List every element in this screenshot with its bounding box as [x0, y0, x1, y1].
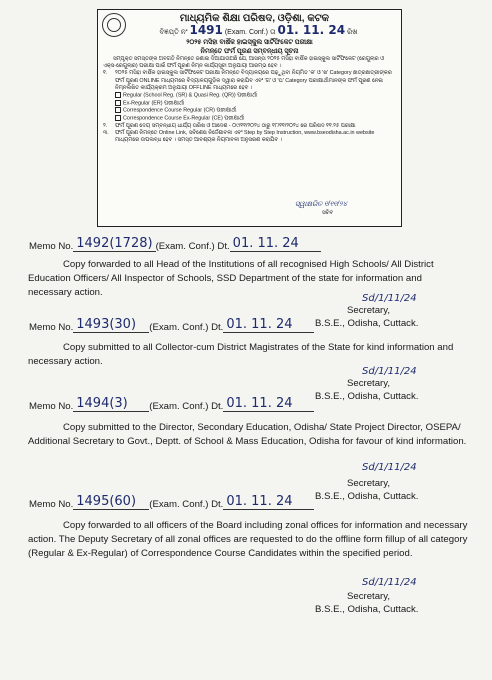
memo-4-org: B.S.E., Odisha, Cuttack.: [315, 604, 419, 615]
memo-3-org: B.S.E., Odisha, Cuttack.: [315, 491, 419, 502]
notice-item-3-num: ୩.: [103, 129, 109, 136]
memo-1-signature: Sd/1/11/24: [362, 293, 417, 304]
notice-signature-label: ସଚିବ: [321, 209, 333, 216]
memo-3-secretary: Secretary,: [346, 478, 390, 489]
category-item: Correspondence Course Regular (CR) ପରୀକ୍ଷାର୍ଥୀ: [115, 107, 396, 115]
memo-conf: (Exam. Conf.) Dt.: [149, 401, 224, 412]
memo-date: 01. 11. 24: [223, 396, 314, 412]
memo-label: Memo No.: [29, 401, 74, 412]
notice-item-3-text: ଫର୍ମ ପୂରଣ ନିମନ୍ତେ Online Link, ସବିଶେଷ ନିର୍ଦ୍ଦେଶାବଳୀ ଏବଂ Step by Step Instruction, www.bseodisha.ac.in website ମାଧ୍ୟମରେ ଉପଲବ୍ଧ ହେବ । ସମସ୍ତ ଆବଶ୍ୟକ ନିୟମାବଳୀ ଅନୁସରଣ କରାଯିବ ।: [115, 129, 375, 143]
notice-item-2: [103, 123, 396, 130]
memo-4-header: [29, 494, 314, 510]
notice-subject-1: ୨୦୨୫ ମସିହା ବାର୍ଷିକ ହାଇସ୍କୁଲ ସାର୍ଟିଫିକେଟ ପରୀକ୍ଷା: [186, 39, 313, 46]
memo-conf: (Exam. Conf.) Dt.: [149, 499, 224, 510]
notice-item-2-text: ଫର୍ମ ପୂରଣ ଦେୟ ସମ୍ବନ୍ଧୀୟ ଧାର୍ଯ୍ୟ ତାରିଖ ଓ ଆଦେଶ - ୦୯/୧୧/୨୦୨୪ ଠାରୁ ୧୮/୧୧/୨୦୨୪ ରେ ପରିଷଦ ୧୧.୨୫ ପରୀକ୍ଷା: [115, 122, 356, 129]
memo-3-header: [29, 396, 314, 412]
memo-2-org: B.S.E., Odisha, Cuttack.: [315, 391, 419, 402]
ref-tail: ରିଖ: [347, 29, 358, 36]
memo-label: Memo No.: [29, 499, 74, 510]
category-item: Correspondence Course Ex-Regular (CE) ପରୀକ୍ଷାର୍ଥୀ: [115, 115, 396, 123]
notice-category-list: [115, 92, 396, 123]
memo-number: 1494(3): [73, 396, 149, 412]
memo-2-signature: Sd/1/11/24: [362, 366, 417, 377]
memo-1-text: Copy forwarded to all Head of the Institutions of all recognised High Schools/ All District Education Officers/ All Inspector of Schools, SSD Department of the state for information and necessary action.: [28, 259, 434, 298]
memo-conf: (Exam. Conf.) Dt.: [149, 322, 224, 333]
ref-number: 1491: [189, 23, 223, 37]
memo-2-header: [29, 317, 314, 333]
checkbox-icon: [115, 107, 121, 113]
memo-label: Memo No.: [29, 241, 74, 252]
memo-2-text: Copy submitted to all Collector-cum District Magistrates of the State for kind information and necessary action.: [28, 342, 454, 367]
checkbox-icon: [115, 115, 121, 121]
notice-item-1-num: ୧.: [103, 70, 108, 77]
notice-subject-2: ନିମନ୍ତେ ଫର୍ମ ପୂରଣ ସମ୍ବନ୍ଧୀୟ ସୂଚନା: [200, 48, 299, 55]
ref-date: 01. 11. 24: [277, 23, 346, 37]
ref-suffix: (Exam. Conf.) ତା: [224, 29, 276, 36]
memo-date: 01. 11. 24: [230, 236, 321, 252]
notice-item-1-text: ୨୦୨୫ ମସିହା ବାର୍ଷିକ ହାଇସ୍କୁଲ ସାର୍ଟିଫିକେଟ ପରୀକ୍ଷା ନିମନ୍ତେ ବିଦ୍ୟାଳୟରେ ପଢ଼ୁଥିବା ନିୟମିତ 'କ' ଓ 'ଖ' Category ଛାତ୍ରଛାତ୍ରୀଙ୍କର ଫର୍ମ ପୂରଣ ONLINE ମାଧ୍ୟମରେ ବିଦ୍ୟାଳୟଗୁଡ଼ିକ ଦ୍ୱାରା କରାଯିବ ଏବଂ 'ଗ' ଓ 'ଘ' Category ପରୀକ୍ଷାର୍ଥୀମାନଙ୍କ ଫର୍ମ ପୂରଣ ନେଇ ନିମ୍ନଲିଖିତ କାର୍ଯ୍ୟକ୍ରମ ଅନୁଯାୟୀ OFFLINE ମାଧ୍ୟମରେ ହେବ ।: [115, 70, 392, 91]
memo-4-signature: Sd/1/11/24: [362, 577, 417, 588]
notice-intro: ସମ୍ପୃକ୍ତ ସମସ୍ତଙ୍କ ଅବଗତି ନିମନ୍ତେ ଜଣାଇ ଦିଆଯାଉଅଛି ଯେ, ଆସନ୍ତା ୨୦୨୫ ମସିହା ବାର୍ଷିକ ହାଇସ୍କୁଲ ସାର୍ଟିଫିକେଟ (ରେଗୁଲାର ଓ ଏକ୍ସ-ରେଗୁଲାର) ପରୀକ୍ଷା ପାଇଁ ଫର୍ମ ପୂରଣ ନିମ୍ନ କାର୍ଯ୍ୟସୂଚୀ ଅନୁଯାୟୀ ଆରମ୍ଭ ହେବ ।: [103, 56, 384, 70]
notice-header-title: ମାଧ୍ୟମିକ ଶିକ୍ଷା ପରିଷଦ, ଓଡ଼ିଶା, କଟକ: [179, 13, 330, 24]
category-item: Ex-Regular (ER) ପରୀକ୍ଷାର୍ଥୀ: [115, 100, 396, 108]
memo-number: 1492(1728): [73, 236, 155, 252]
memo-1-org: B.S.E., Odisha, Cuttack.: [315, 318, 419, 329]
checkbox-icon: [115, 92, 121, 98]
notice-item-3: [103, 130, 396, 144]
memo-label: Memo No.: [29, 322, 74, 333]
memo-date: 01. 11. 24: [223, 494, 314, 510]
memo-number: 1495(60): [73, 494, 149, 510]
notice-reference: [121, 25, 396, 38]
checkbox-icon: [115, 100, 121, 106]
memo-3-signature: Sd/1/11/24: [362, 462, 417, 473]
memo-date: 01. 11. 24: [223, 317, 314, 333]
memo-4-secretary: Secretary,: [346, 591, 390, 602]
memo-2-secretary: Secretary,: [346, 378, 390, 389]
memo-conf: (Exam. Conf.) Dt.: [155, 241, 230, 252]
category-item: Regular (School Reg. (SR) & Quasi Reg. (QR)) ପରୀକ୍ଷାର୍ଥୀ: [115, 92, 396, 100]
memo-4-text: Copy forwarded to all officers of the Board including zonal offices for information and necessary action. The Deputy Secretary of all zonal offices are requested to do the offline form fillup of all category (Regular & Ex-Regular) of Correspondence Course Candidates within the specified period.: [28, 520, 468, 559]
memo-1-header: [29, 236, 321, 252]
notice-item-1: [103, 70, 396, 92]
ref-prefix: ବିଜ୍ଞପ୍ତି ନଂ: [159, 29, 188, 36]
board-seal-icon: [102, 13, 126, 37]
notice-signature: ସ୍ୱାକ୍ଷରିତ ୧/୧୧/୨୪: [294, 200, 347, 208]
memo-number: 1493(30): [73, 317, 149, 333]
memo-1-secretary: Secretary,: [346, 305, 390, 316]
notice-box: [97, 9, 402, 227]
memo-3-text: Copy submitted to the Director, Secondary Education, Odisha/ State Project Director, OSEPA/ Additional Secretary to Govt., Deptt. of School & Mass Education, Odisha for favour of kind information.: [28, 422, 467, 447]
notice-item-2-num: ୨.: [103, 122, 108, 129]
